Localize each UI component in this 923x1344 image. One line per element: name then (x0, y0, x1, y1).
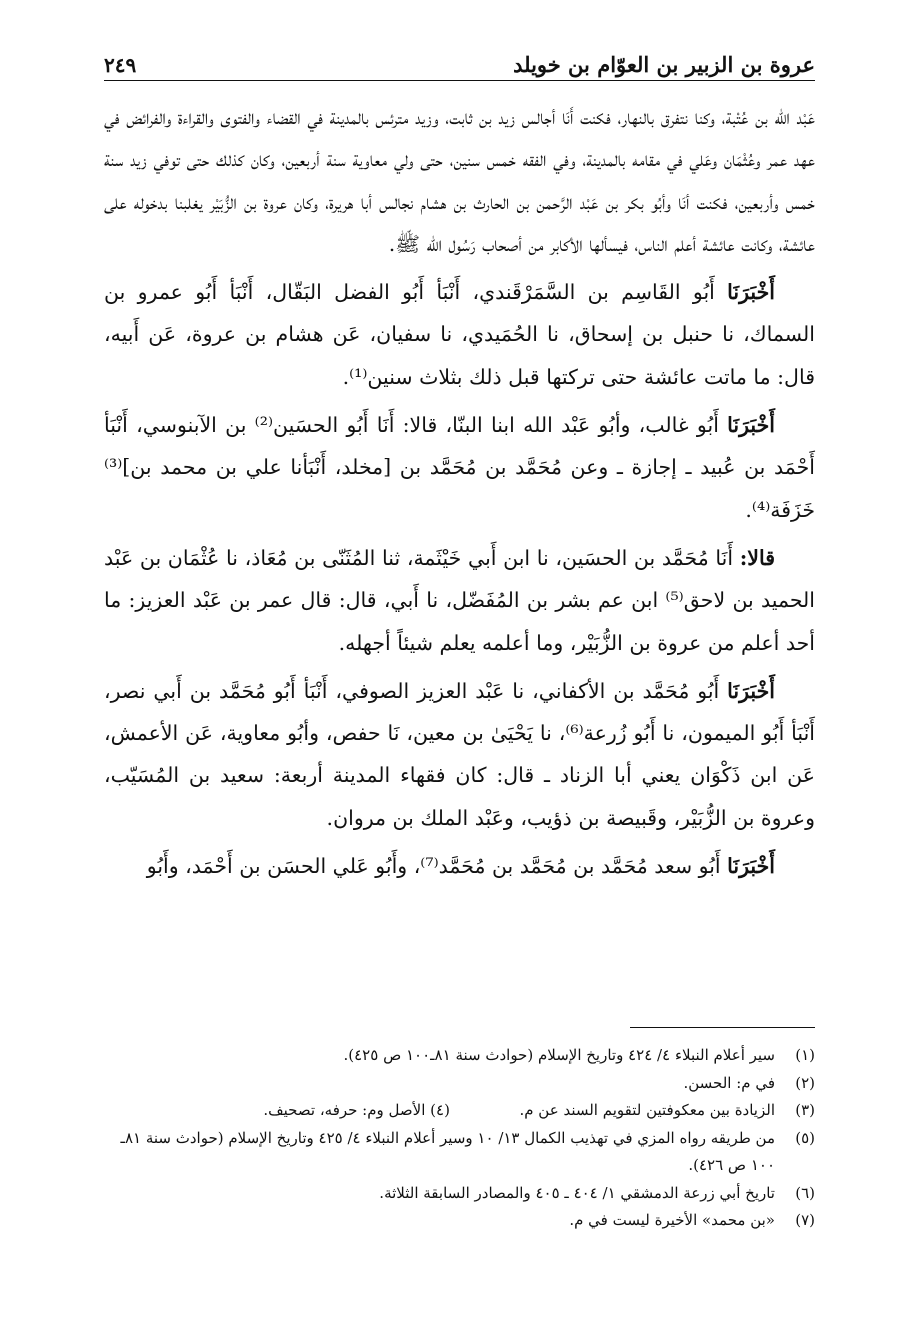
paragraph (104, 845, 815, 887)
footnotes (104, 1042, 815, 1235)
footnote (104, 1207, 815, 1235)
footnote-text-pair (104, 1097, 775, 1125)
running-head-title: عروة بن الزبير بن العوّام بن خويلد (513, 52, 815, 77)
footnote-text: من طريقه رواه المزي في تهذيب الكمال ١٣/ ١٠ وسير أعلام النبلاء ٤/ ٤٢٥ وتاريخ الإسلام (حوادث سنة ٨١ـ ١٠٠ ص ٤٢٦). (120, 1128, 775, 1174)
paragraph-text: أَنَا مُحَمَّد بن الحسَين، نا ابن أَبي خَيْثَمة، ثنا المُثَنّى بن مُعَاذ، نا عُثْمَان بن عَبْد الحميد بن لاحق⁽⁵⁾ ابن عم بشر بن المُفَضّل، نا أَبي، قال: قال عمر بن عَبْد العزيز: ما أحد أعلم من عروة بن الزُّبَيْر، وما أعلمه يعلم شيئاً أجهله. (104, 545, 815, 655)
footnote-number: (٦) (795, 1183, 815, 1202)
paragraph (104, 96, 815, 265)
paragraph-lead: قالا: (739, 545, 775, 570)
paragraph-lead: أَخْبَرَنَا (727, 678, 775, 703)
paragraph (104, 537, 815, 664)
footnote-number: (٧) (795, 1211, 815, 1229)
footnote-text: تاريخ أبي زرعة الدمشقي ١/ ٤٠٤ ـ ٤٠٥ والمصادر السابقة الثلاثة. (379, 1183, 775, 1202)
footnote-text: سير أعلام النبلاء ٤/ ٤٢٤ وتاريخ الإسلام (حوادث سنة ٨١ـ١٠٠ ص ٤٢٥). (343, 1046, 775, 1064)
footnote (104, 1070, 815, 1098)
paragraph-lead: أَخْبَرَنَا (727, 413, 775, 438)
footnote-text: الأصل وم: حرفه، تصحيف. (263, 1101, 426, 1119)
footnote-number: (٥) (795, 1128, 815, 1147)
paragraph-text: عَبْد اللّٰه بن عُتْبة، وكنا نتفرق بالنهار، فكنت أَنَا أجالس زيد بن ثابت، وزيد مترئس بالمدينة في القضاء والفتوى والقراءة والفرائض في عهد عمر وعُثْمَان وعَلي في مقامه بالمدينة، وفي الفقه خمس سنين، حتى ولي معاوية سنة أربعين، وكان كذلك حتى توفي زيد سنة خمس وأربعين، فكنت أنَا وأبُو بكر بن عَبْد الرَّحمن بن الحارث بن هشام نجالس أبا هريرة، وكان عروة بن الزُّبَيْر يغلبنا بدخوله على عائشة، وكانت عائشة أعلم الناس، فيسألها الأكابر من أصحاب رَسُول الله ﷺ. (104, 105, 815, 256)
footnote-text: «بن محمد» الأخيرة ليست في م. (569, 1211, 775, 1229)
main-text (104, 96, 815, 893)
page-number: ٢٤٩ (104, 53, 137, 77)
paragraph (104, 271, 815, 398)
running-head (104, 48, 815, 81)
paragraph (104, 404, 815, 531)
footnote-text: الزيادة بين معكوفتين لتقويم السند عن م. (519, 1101, 775, 1119)
paragraph-text: أَبُو سعد مُحَمَّد بن مُحَمَّد بن مُحَمَّد⁽⁷⁾، وأَبُو عَلي الحسَن بن أَحْمَد، وأَبُو (146, 854, 721, 879)
paragraph-lead: أَخْبَرَنَا (727, 854, 775, 879)
paragraph-text: أَبُو مُحَمَّد بن الأكفاني، نا عَبْد العزيز الصوفي، أَنْبَأ أَبُو مُحَمَّد بن أَبي نصر، أَنْبَأ أَبُو الميمون، نا أَبُو زُرعة⁽⁶⁾، نا يَحْيَىٰ بن معين، نَا حفص، وأبُو معاوية، عَن الأعمش، عَن ابن ذَكْوَان يعني أبا الزناد ـ قال: كان فقهاء المدينة أربعة: سعيد بن المُسَيّب، وعروة بن الزُّبَيْر، وقَبيصة بن ذؤيب، وعَبْد الملك بن مروان. (104, 678, 815, 830)
footnote-number: (٢) (795, 1073, 815, 1092)
footnote-number: (١) (795, 1046, 815, 1064)
footnote-text: في م: الحسن. (683, 1073, 775, 1092)
paragraph-text: أَبُو غالب، وأبُو عَبْد الله ابنا البنّا، قالا: أَنَا أَبُو الحسَين⁽²⁾ بن الآبنوسي، أَنْبَأ أَحْمَد بن عُبيد ـ إجازة ـ وعن مُحَمَّد بن مُحَمَّد بن [مخلد، أَنْبَأنا علي بن محمد بن]⁽³⁾ خَزَفَة⁽⁴⁾. (104, 413, 815, 522)
footnote (104, 1097, 815, 1125)
footnote (104, 1180, 815, 1208)
footnote (104, 1042, 815, 1070)
paragraph (104, 670, 815, 839)
paragraph-text: أَبُو القَاسِم بن السَّمَرْقَندي، أَنْبَأ أَبُو الفضل البَقّال، أَنْبَأ أَبُو عمرو بن السماك، نا حنبل بن إسحاق، نا الحُمَيدي، نا سفيان، عَن هشام بن عروة، عَن أَبيه، قال: ما ماتت عائشة حتى تركتها قبل ذلك بثلاث سنين⁽¹⁾. (104, 280, 815, 389)
footnote-number: (٣) (795, 1101, 815, 1119)
paragraph-lead: أَخْبَرَنَا (727, 280, 775, 305)
footnote-number: (٤) (430, 1101, 450, 1119)
footnote-divider (630, 1027, 815, 1028)
footnote (104, 1125, 815, 1180)
